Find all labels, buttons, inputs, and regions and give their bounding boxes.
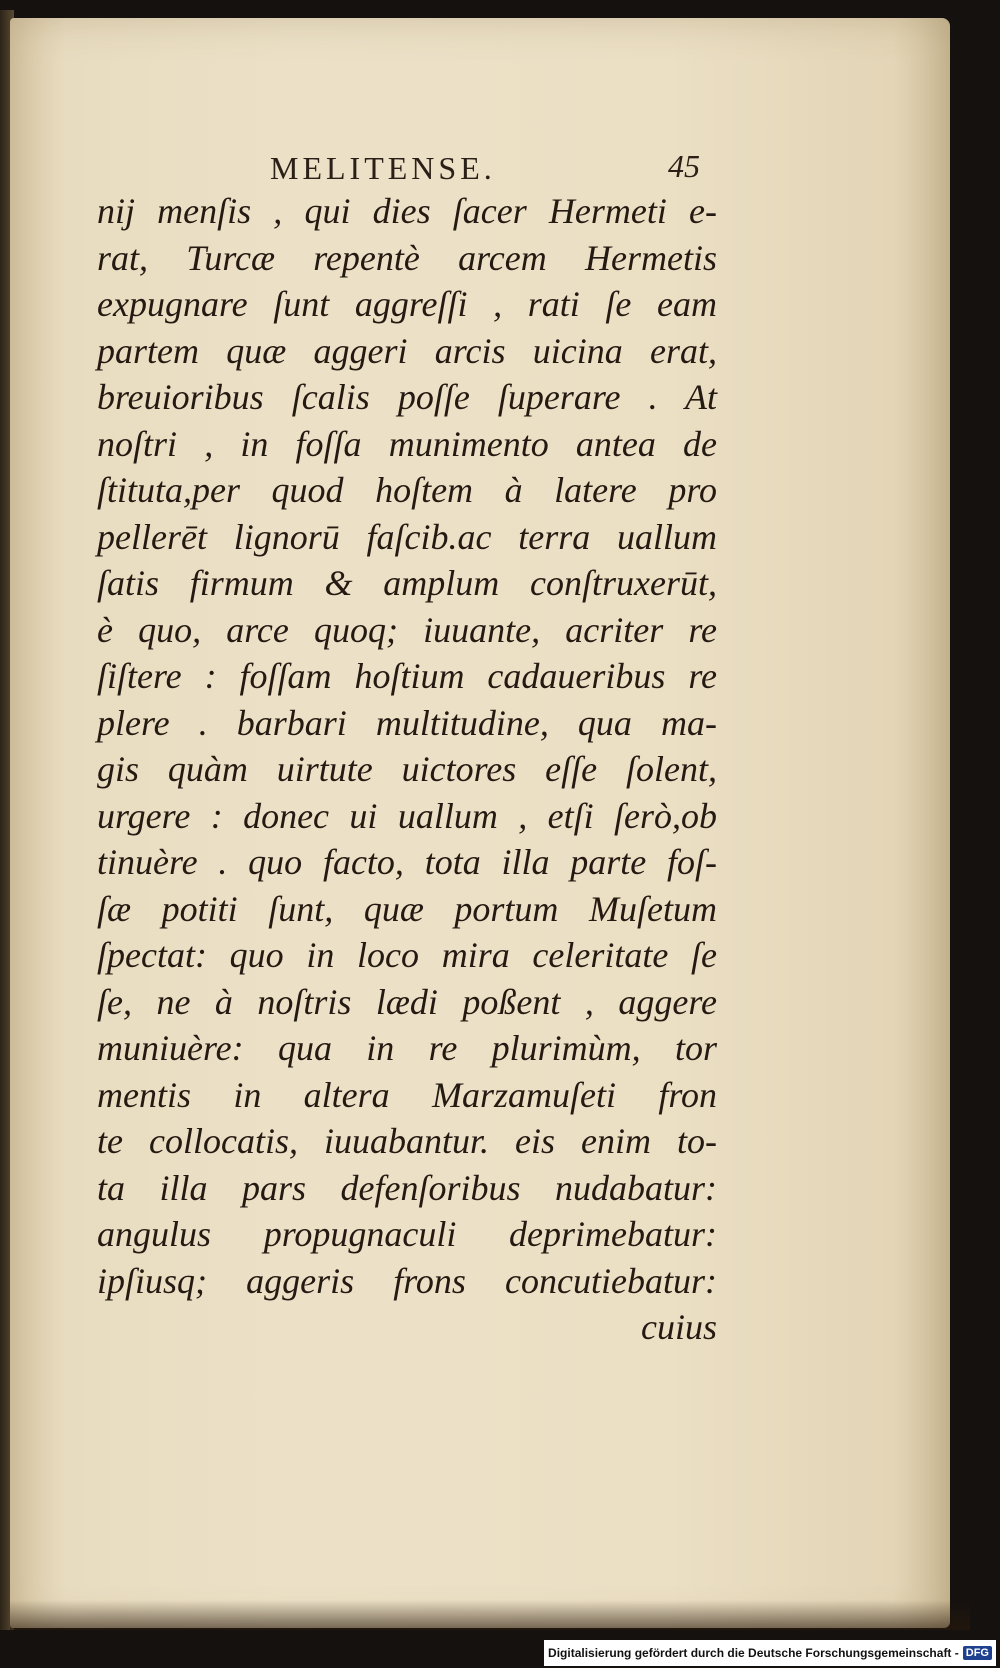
text-line: ſiſtere : foſſam hoſtium cadaueribus re — [97, 656, 717, 696]
text-line: te collocatis, iuuabantur. eis enim to- — [97, 1121, 717, 1161]
text-line: urgere : donec ui uallum , etſi ſerò,ob — [97, 795, 717, 836]
digitization-credit — [544, 1640, 996, 1666]
credit-text: Digitalisierung gefördert durch die Deutsche Forschungsgemeinschaft - — [548, 1646, 959, 1660]
text-line: ta illa pars defenſoribus nudabatur: — [97, 1167, 717, 1208]
text-line: ipſiusq; aggeris frons concutiebatur: — [97, 1260, 717, 1301]
text-line: expugnare ſunt aggreſſi , rati ſe eam — [97, 284, 717, 324]
text-line: tinuère . quo facto, tota illa parte foſ- — [97, 842, 717, 882]
text-line: ſtituta,per quod hoſtem à latere pro — [97, 470, 717, 510]
text-line: rat, Turcæ repentè arcem Hermetis — [97, 237, 717, 278]
text-line: ſatis firmum & amplum conſtruxerūt, — [97, 563, 717, 603]
running-head: MELITENSE. — [270, 150, 496, 186]
text-line: ſe, ne à noſtris lædi poßent , aggere — [97, 981, 717, 1022]
text-line: muniuère: qua in re plurimùm, tor — [97, 1028, 717, 1068]
text-line: è quo, arce quoq; iuuante, acriter re — [97, 609, 717, 650]
text-line: plere . barbari multitudine, qua ma- — [97, 702, 717, 743]
body-text — [97, 188, 717, 1351]
dfg-logo: DFG — [963, 1646, 992, 1660]
text-line: angulus propugnaculi deprimebatur: — [97, 1214, 717, 1254]
text-line: partem quæ aggeri arcis uicina erat, — [97, 330, 717, 371]
page-bottom-shadow — [10, 1600, 970, 1630]
text-line: nij menſis , qui dies ſacer Hermeti e- — [97, 191, 717, 231]
text-line: breuioribus ſcalis poſſe ſuperare . At — [97, 377, 717, 417]
text-line: gis quàm uirtute uictores eſſe ſolent, — [97, 749, 717, 789]
page-number: 45 — [668, 148, 700, 184]
text-line: ſæ potiti ſunt, quæ portum Muſetum — [97, 888, 717, 929]
text-line: ſpectat: quo in loco mira celeritate ſe — [97, 935, 717, 975]
text-line: mentis in altera Marzamuſeti fron — [97, 1074, 717, 1115]
text-line: noſtri , in foſſa munimento antea de — [97, 423, 717, 464]
text-line: pellerēt lignorū faſcib.ac terra uallum — [97, 516, 717, 557]
catchword: cuius — [641, 1307, 717, 1347]
